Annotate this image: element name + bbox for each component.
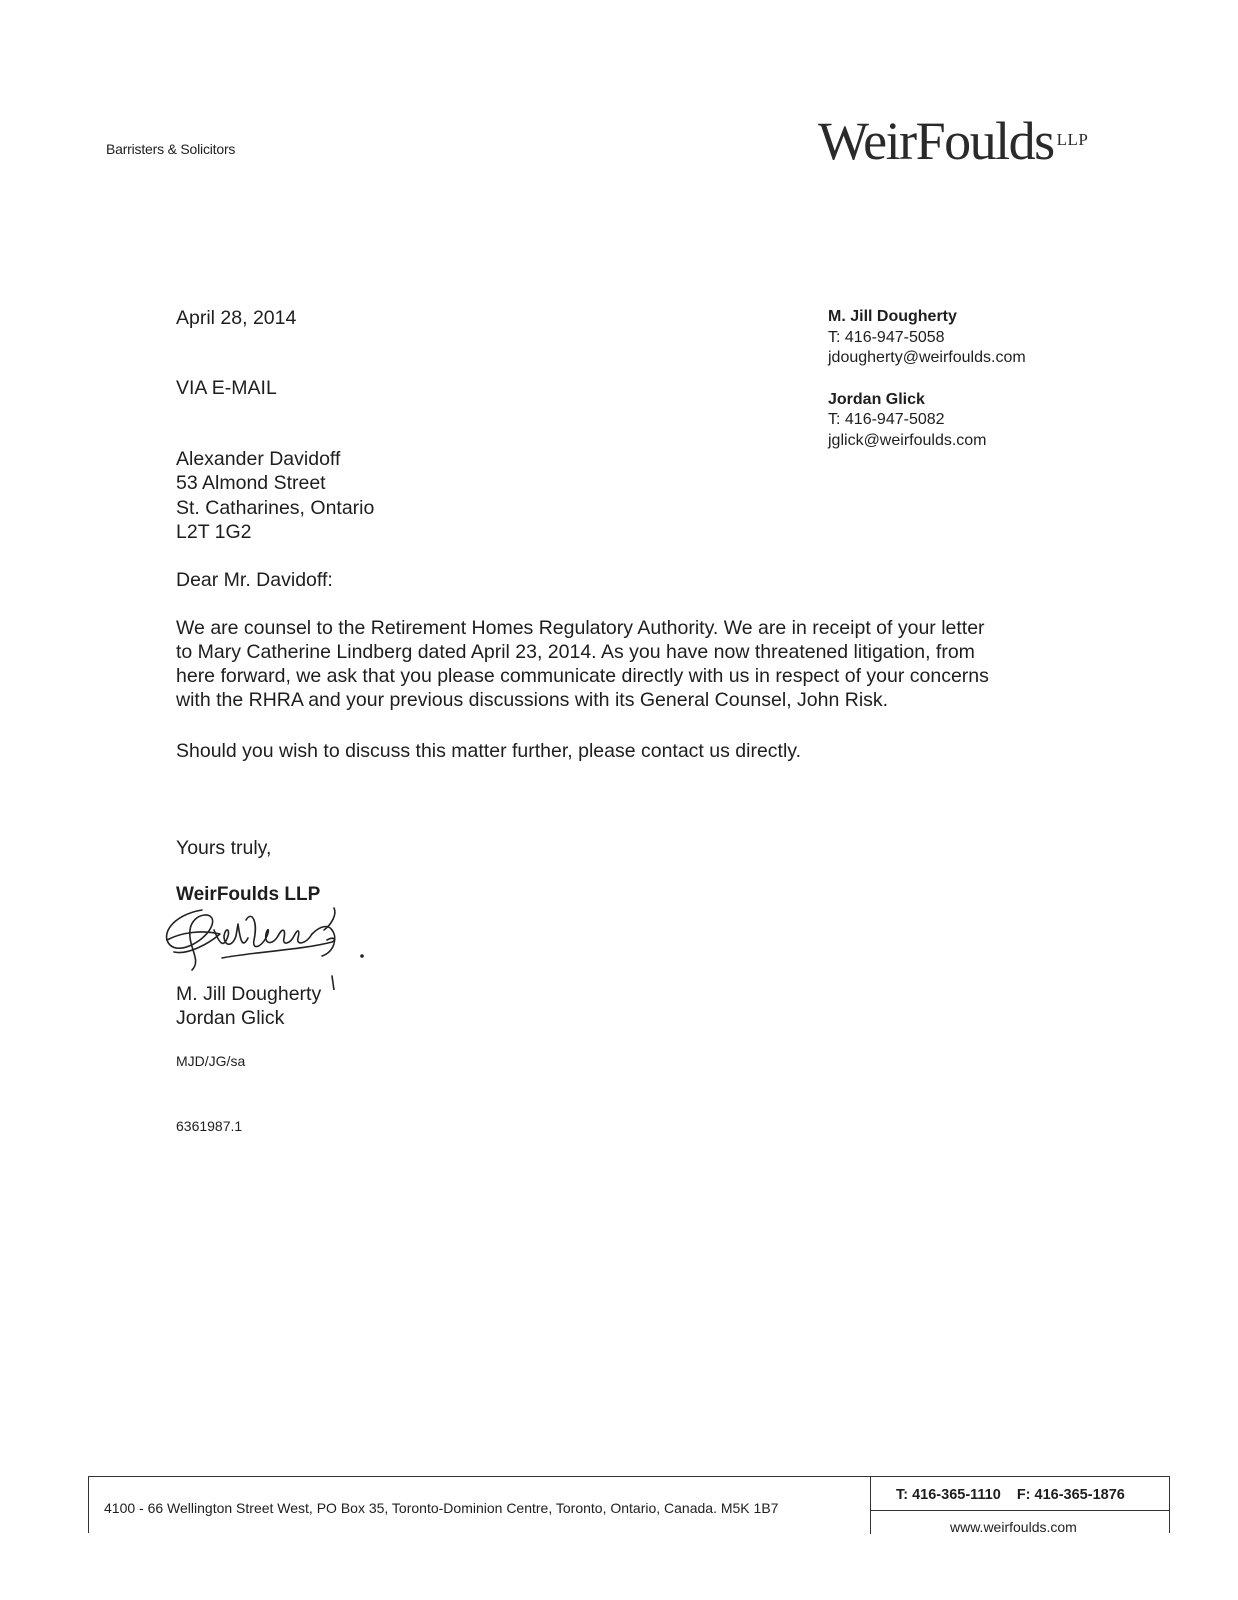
contact-phone: T: 416-947-5058 [828,328,945,346]
body-paragraph-1 [176,616,1076,712]
contact-block [828,307,1026,369]
contact-name: M. Jill Dougherty [828,308,957,325]
firm-tagline: Barristers & Solicitors [106,141,236,157]
firm-signature: WeirFoulds LLP [176,884,321,905]
footer-fax: F: 416-365-1876 [1016,1487,1125,1503]
footer-phones [896,1487,1125,1503]
contact-email[interactable]: jdougherty@weirfoulds.com [828,349,1026,366]
handwritten-signature [162,900,377,990]
paragraph-line: with the RHRA and your previous discussions with its General Counsel, John Risk. [176,689,889,711]
contact-list [828,307,1026,472]
paragraph-line: here forward, we ask that you please communicate directly with us in respect of your concerns [176,665,989,687]
signer-name: Jordan Glick [176,1007,285,1029]
reference-initials: MJD/JG/sa [176,1053,246,1069]
recipient-street: 53 Almond Street [176,472,326,495]
footer-phone: T: 416-365-1110 [896,1487,1001,1503]
contact-name: Jordan Glick [828,390,925,408]
recipient-name: Alexander Davidoff [176,448,341,470]
body-paragraph-2: Should you wish to discuss this matter further, please contact us directly. [176,740,802,762]
contact-block [828,390,1026,452]
signer-name: M. Jill Dougherty [176,983,322,1005]
footer-address: 4100 - 66 Wellington Street West, PO Box 35, Toronto-Dominion Centre, Toronto, Ontario, Canada. M5K 1B7 [104,1500,779,1516]
footer-rule [870,1510,1170,1511]
recipient-address [176,447,374,544]
closing: Yours truly, [176,837,272,859]
logo-name: WeirFoulds [818,111,1054,171]
footer-divider [870,1476,871,1534]
logo-suffix: LLP [1056,130,1089,149]
paragraph-line: to Mary Catherine Lindberg dated April 23, 2014. As you have now threatened litigation, from [176,641,975,663]
footer-website[interactable]: www.weirfoulds.com [950,1519,1077,1535]
letter-date: April 28, 2014 [176,307,297,329]
recipient-postal: L2T 1G2 [176,520,252,543]
recipient-city: St. Catharines, Ontario [176,496,375,519]
firm-logo [818,110,1088,172]
delivery-method: VIA E-MAIL [176,377,277,399]
salutation: Dear Mr. Davidoff: [176,569,333,591]
document-number: 6361987.1 [176,1118,243,1134]
contact-phone: T: 416-947-5082 [828,411,945,428]
paragraph-line: We are counsel to the Retirement Homes Regulatory Authority. We are in receipt of your letter [176,617,985,639]
contact-email[interactable]: jglick@weirfoulds.com [828,431,987,449]
